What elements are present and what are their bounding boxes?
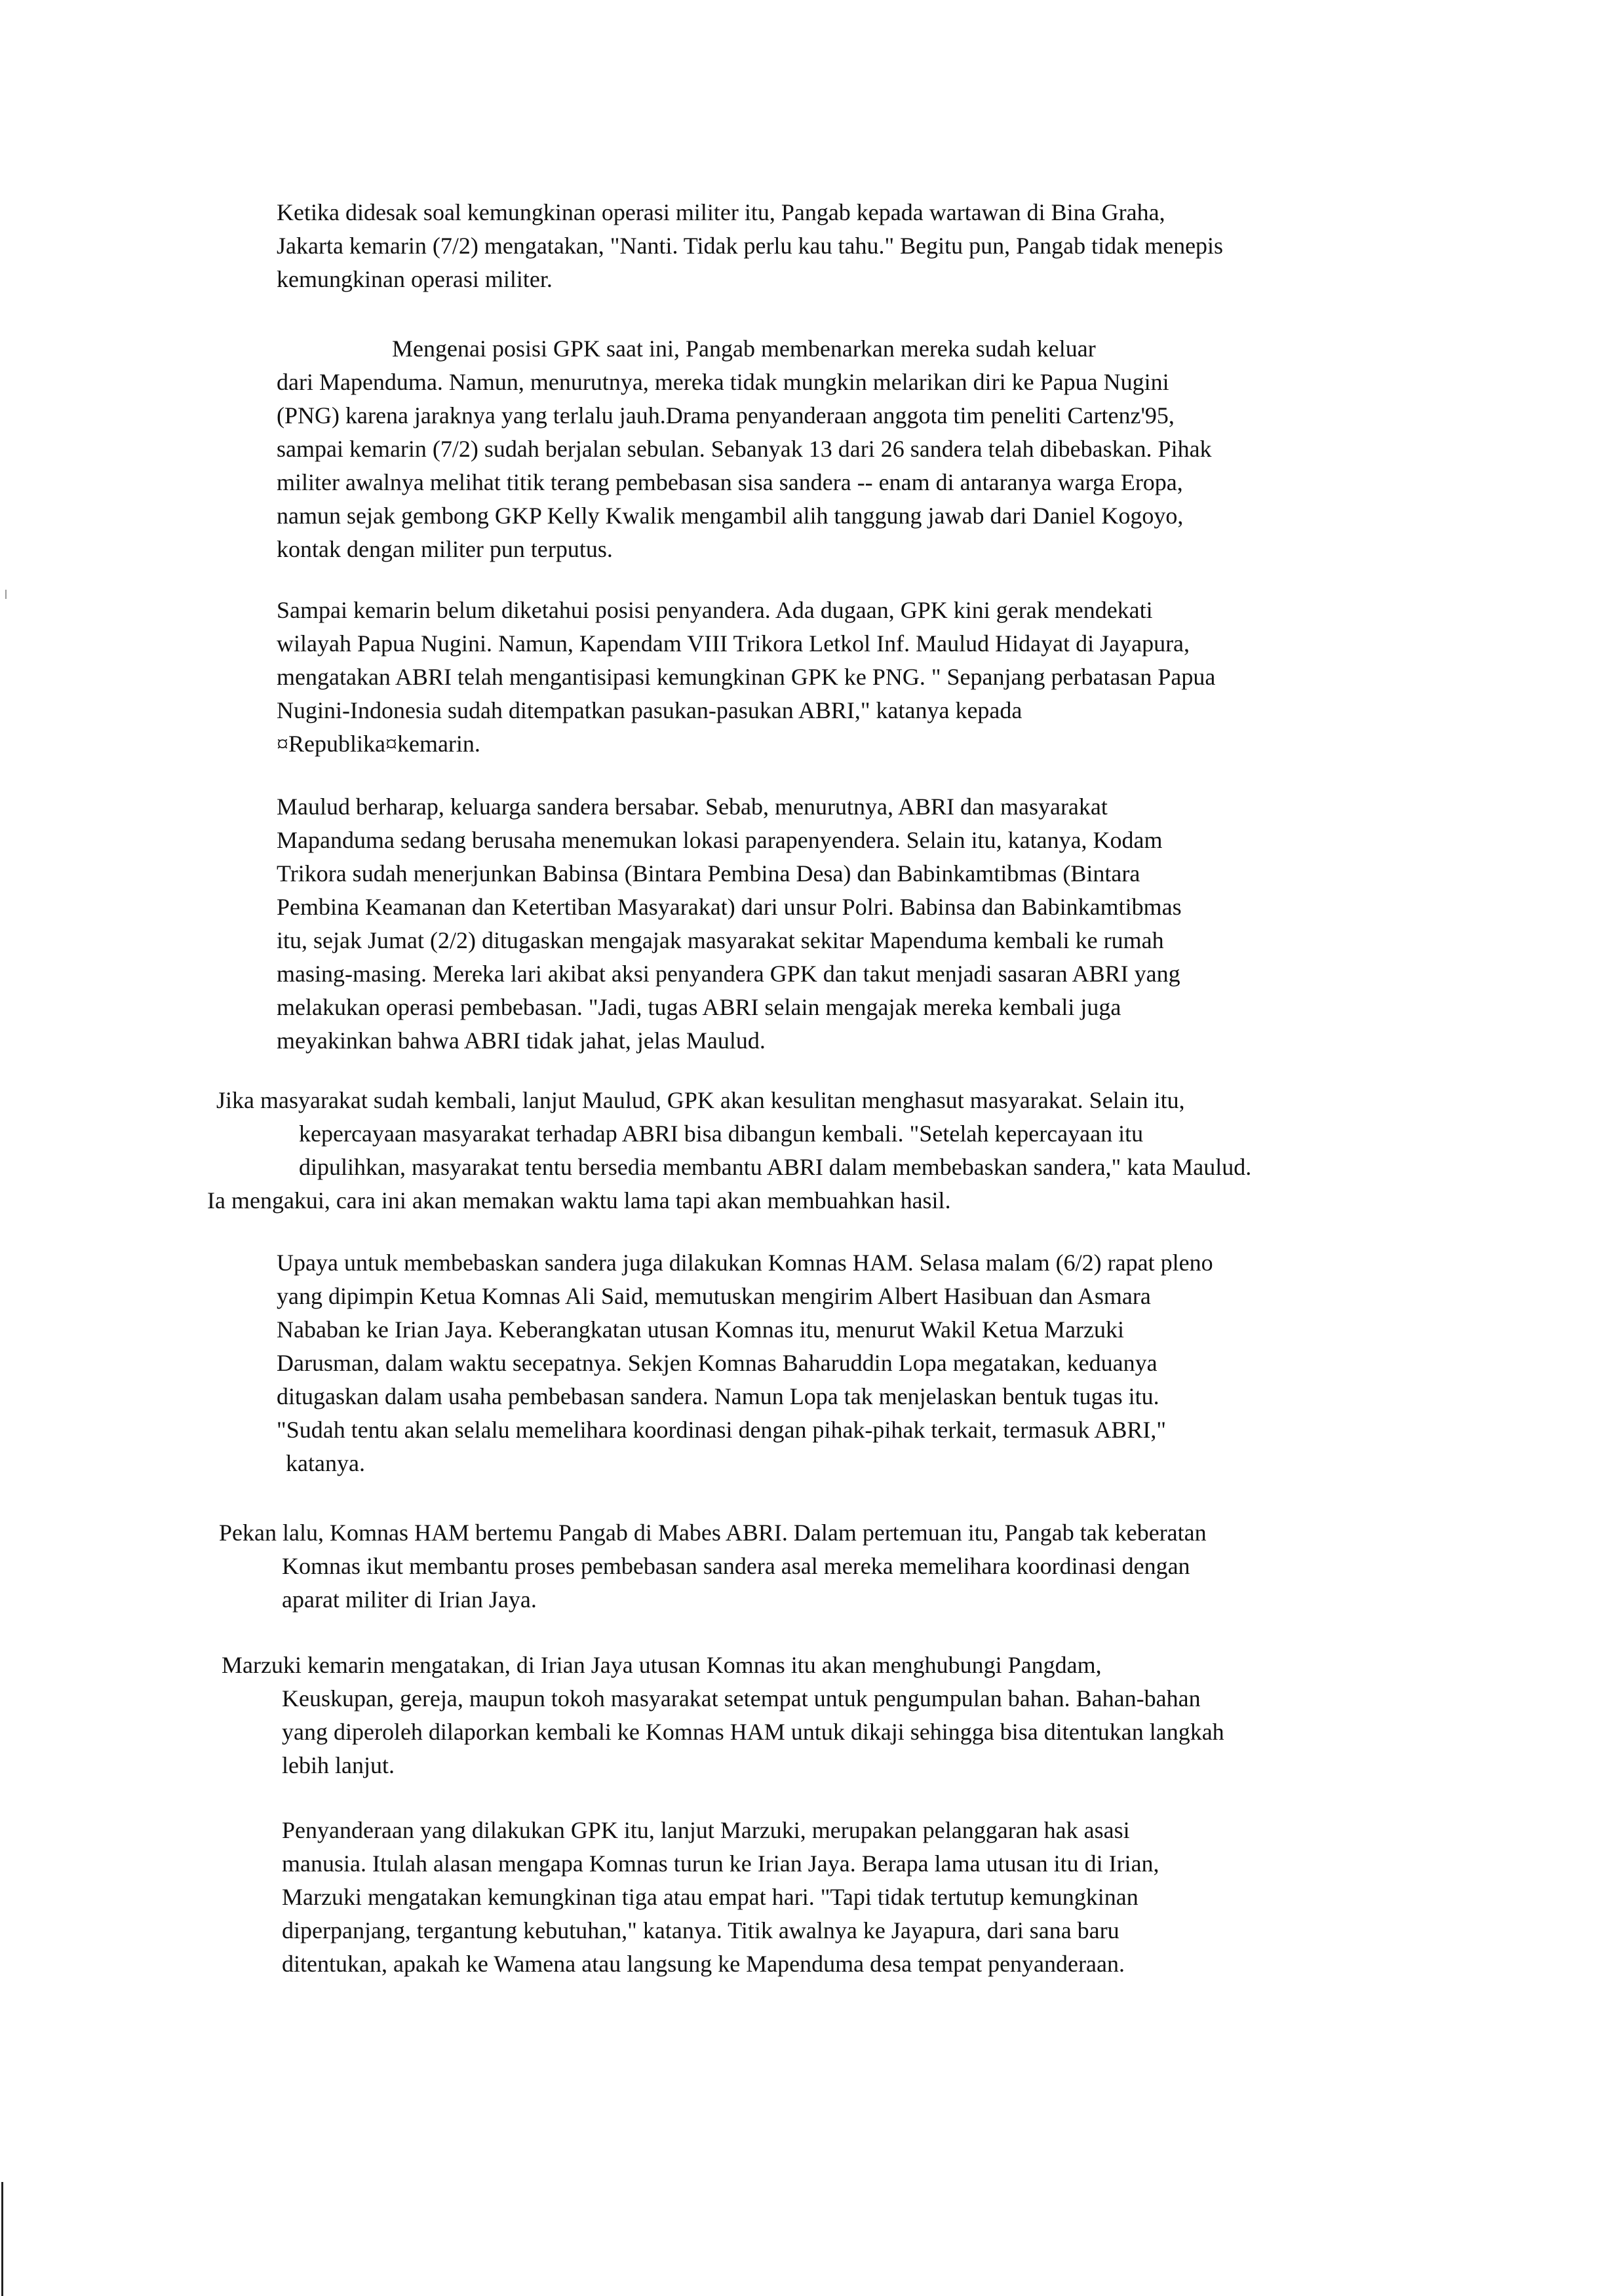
paragraph-6-line-6: "Sudah tentu akan selalu memelihara koordinasi dengan pihak-pihak terkait, termasuk ABRI," (277, 1417, 1167, 1443)
paragraph-4-line-1: Maulud berharap, keluarga sandera bersabar. Sebab, menurutnya, ABRI dan masyarakat (277, 794, 1108, 820)
scan-edge-speck (5, 590, 7, 599)
paragraph-3-line-3: mengatakan ABRI telah mengantisipasi kemungkinan GPK ke PNG. " Sepanjang perbatasan Papua (277, 664, 1216, 690)
paragraph-2-line-1: Mengenai posisi GPK saat ini, Pangab membenarkan mereka sudah keluar (392, 335, 1096, 362)
paragraph-5-line-1: Jika masyarakat sudah kembali, lanjut Maulud, GPK akan kesulitan menghasut masyarakat. Selain itu, (216, 1087, 1185, 1113)
paragraph-4-line-4: Pembina Keamanan dan Ketertiban Masyarakat) dari unsur Polri. Babinsa dan Babinkamtibmas (277, 894, 1182, 920)
paragraph-8-line-4: lebih lanjut. (282, 1752, 395, 1778)
paragraph-9-line-5: ditentukan, apakah ke Wamena atau langsung ke Mapenduma desa tempat penyanderaan. (282, 1951, 1125, 1977)
paragraph-9-line-1: Penyanderaan yang dilakukan GPK itu, lanjut Marzuki, merupakan pelanggaran hak asasi (282, 1817, 1130, 1843)
paragraph-6-line-2: yang dipimpin Ketua Komnas Ali Said, memutuskan mengirim Albert Hasibuan dan Asmara (277, 1283, 1151, 1309)
paragraph-7 (219, 1516, 1207, 1617)
paragraph-2-line-4: sampai kemarin (7/2) sudah berjalan sebulan. Sebanyak 13 dari 26 sandera telah dibebaskan. Pihak (277, 436, 1212, 462)
paragraph-7-line-2: Komnas ikut membantu proses pembebasan sandera asal mereka memelihara koordinasi dengan (282, 1553, 1190, 1579)
paragraph-2-line-5: militer awalnya melihat titik terang pembebasan sisa sandera -- enam di antaranya warga Eropa, (277, 469, 1183, 495)
paragraph-8-line-3: yang diperoleh dilaporkan kembali ke Komnas HAM untuk dikaji sehingga bisa ditentukan langkah (282, 1719, 1224, 1745)
paragraph-3-line-2: wilayah Papua Nugini. Namun, Kapendam VIII Trikora Letkol Inf. Maulud Hidayat di Jayapura, (277, 630, 1190, 657)
paragraph-2 (277, 332, 1212, 566)
paragraph-1-line-2: Jakarta kemarin (7/2) mengatakan, "Nanti. Tidak perlu kau tahu." Begitu pun, Pangab tidak menepis (277, 233, 1224, 259)
paragraph-4 (277, 790, 1182, 1058)
paragraph-4-line-7: melakukan operasi pembebasan. "Jadi, tugas ABRI selain mengajak mereka kembali juga (277, 994, 1121, 1020)
paragraph-1-line-1: Ketika didesak soal kemungkinan operasi militer itu, Pangab kepada wartawan di Bina Graha, (277, 199, 1165, 225)
paragraph-4-line-3: Trikora sudah menerjunkan Babinsa (Bintara Pembina Desa) dan Babinkamtibmas (Bintara (277, 860, 1140, 887)
paragraph-9-line-4: diperpanjang, tergantung kebutuhan," katanya. Titik awalnya ke Jayapura, dari sana baru (282, 1917, 1119, 1943)
paragraph-1-line-3: kemungkinan operasi militer. (277, 266, 553, 292)
paragraph-9-line-2: manusia. Itulah alasan mengapa Komnas turun ke Irian Jaya. Berapa lama utusan itu di Irian, (282, 1850, 1159, 1877)
paragraph-1 (277, 196, 1223, 296)
paragraph-9 (282, 1814, 1159, 1981)
paragraph-5-line-2: kepercayaan masyarakat terhadap ABRI bisa dibangun kembali. "Setelah kepercayaan itu (299, 1120, 1144, 1147)
paragraph-8-line-2: Keuskupan, gereja, maupun tokoh masyarakat setempat untuk pengumpulan bahan. Bahan-bahan (282, 1685, 1201, 1712)
paragraph-9-line-3: Marzuki mengatakan kemungkinan tiga atau empat hari. "Tapi tidak tertutup kemungkinan (282, 1884, 1138, 1910)
paragraph-6-line-1: Upaya untuk membebaskan sandera juga dilakukan Komnas HAM. Selasa malam (6/2) rapat pleno (277, 1250, 1213, 1276)
paragraph-6-line-4: Darusman, dalam waktu secepatnya. Sekjen Komnas Baharuddin Lopa megatakan, keduanya (277, 1350, 1158, 1376)
paragraph-8 (222, 1649, 1224, 1782)
paragraph-4-line-8: meyakinkan bahwa ABRI tidak jahat, jelas Maulud. (277, 1027, 766, 1054)
paragraph-6-line-7: katanya. (286, 1450, 365, 1476)
paragraph-4-line-6: masing-masing. Mereka lari akibat aksi penyandera GPK dan takut menjadi sasaran ABRI yang (277, 961, 1180, 987)
paragraph-6-line-3: Nababan ke Irian Jaya. Keberangkatan utusan Komnas itu, menurut Wakil Ketua Marzuki (277, 1316, 1125, 1343)
paragraph-6-line-5: ditugaskan dalam usaha pembebasan sandera. Namun Lopa tak menjelaskan bentuk tugas itu. (277, 1383, 1159, 1409)
paragraph-7-line-1: Pekan lalu, Komnas HAM bertemu Pangab di Mabes ABRI. Dalam pertemuan itu, Pangab tak keberatan (219, 1520, 1207, 1546)
paragraph-7-line-3: aparat militer di Irian Jaya. (282, 1586, 537, 1613)
paragraph-4-line-5: itu, sejak Jumat (2/2) ditugaskan mengajak masyarakat sekitar Mapenduma kembali ke rumah (277, 927, 1164, 953)
paragraph-2-line-6: namun sejak gembong GKP Kelly Kwalik mengambil alih tanggung jawab dari Daniel Kogoyo, (277, 503, 1184, 529)
paragraph-2-line-2: dari Mapenduma. Namun, menurutnya, mereka tidak mungkin melarikan diri ke Papua Nugini (277, 369, 1169, 395)
paragraph-3-line-4: Nugini-Indonesia sudah ditempatkan pasukan-pasukan ABRI," katanya kepada (277, 697, 1022, 723)
paragraph-4-line-2: Mapanduma sedang berusaha menemukan lokasi parapenyendera. Selain itu, katanya, Kodam (277, 827, 1163, 853)
paragraph-6 (277, 1246, 1213, 1480)
paragraph-3 (277, 594, 1215, 761)
scan-edge-mark (1, 2182, 3, 2296)
paragraph-5 (207, 1084, 1252, 1217)
paragraph-3-line-1: Sampai kemarin belum diketahui posisi penyandera. Ada dugaan, GPK kini gerak mendekati (277, 597, 1153, 623)
paragraph-5-line-4: Ia mengakui, cara ini akan memakan waktu lama tapi akan membuahkan hasil. (207, 1187, 951, 1214)
paragraph-8-line-1: Marzuki kemarin mengatakan, di Irian Jaya utusan Komnas itu akan menghubungi Pangdam, (222, 1652, 1102, 1678)
paragraph-5-line-3: dipulihkan, masyarakat tentu bersedia membantu ABRI dalam membebaskan sandera," kata Maulud. (299, 1154, 1252, 1180)
paragraph-2-line-7: kontak dengan militer pun terputus. (277, 536, 613, 562)
paragraph-2-line-3: (PNG) karena jaraknya yang terlalu jauh.Drama penyanderaan anggota tim peneliti Cartenz'95, (277, 402, 1175, 429)
paragraph-3-line-5: ¤Republika¤kemarin. (277, 731, 480, 757)
